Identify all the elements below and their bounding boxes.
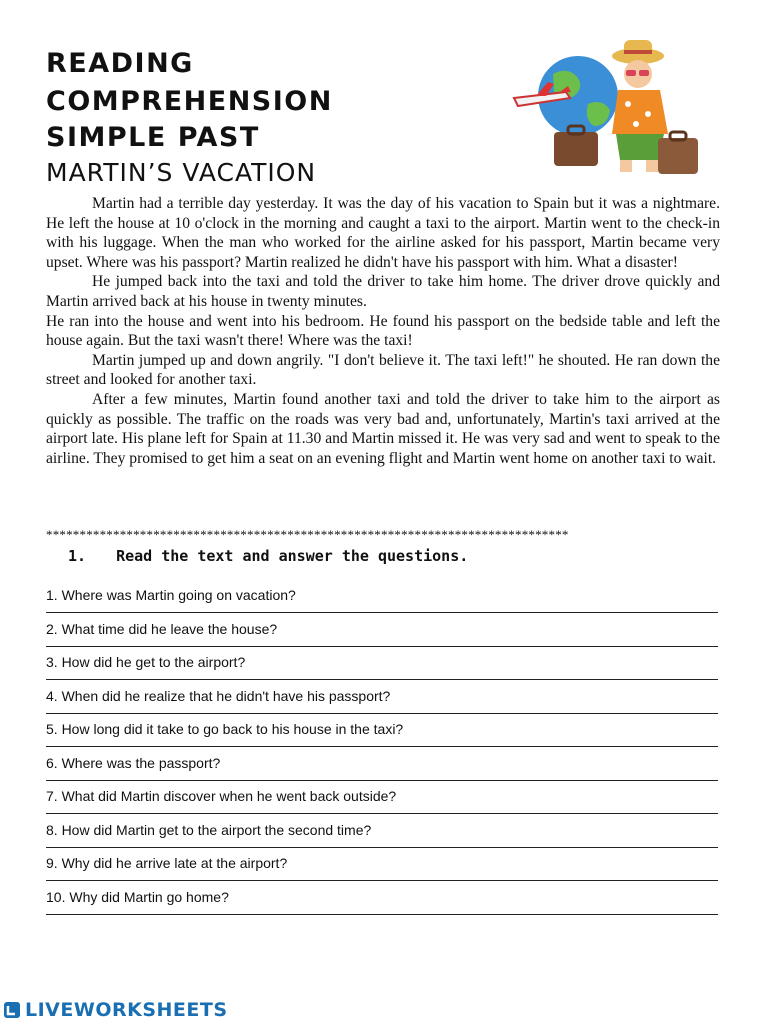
liveworksheets-logo-icon	[2, 1000, 22, 1020]
exercise-text: Read the text and answer the questions.	[116, 547, 469, 565]
question-item	[46, 587, 718, 619]
answer-line[interactable]	[46, 713, 718, 714]
answer-line[interactable]	[46, 679, 718, 680]
question-item	[46, 855, 718, 887]
title-simple-past: SIMPLE PAST	[46, 122, 260, 153]
title-reading: READING	[46, 48, 194, 79]
question-item	[46, 822, 718, 854]
answer-line[interactable]	[46, 813, 718, 814]
answer-line[interactable]	[46, 646, 718, 647]
question-item	[46, 788, 718, 820]
question-text: 6. Where was the passport?	[46, 755, 221, 771]
question-text: 9. Why did he arrive late at the airport?	[46, 855, 288, 871]
question-text: 8. How did Martin get to the airport the second time?	[46, 822, 372, 838]
question-item	[46, 755, 718, 787]
logo-text: LIVEWORKSHEETS	[25, 999, 228, 1021]
question-text: 3. How did he get to the airport?	[46, 654, 246, 670]
paragraph: He jumped back into the taxi and told the driver to take him home. The driver drove quickly and Martin arrived back at his house in twenty minutes.	[46, 273, 720, 310]
question-text: 5. How long did it take to go back to his house in the taxi?	[46, 721, 404, 737]
paragraph: Martin had a terrible day yesterday. It was the day of his vacation to Spain but it was a nightmare. He left the house at 10 o'clock in the morning and caught a taxi to the airport. Martin went to the check-in with his luggage. When the man who worked for the airline asked for his passport, Martin became very upset. Where was his passport? Martin realized he didn't have his passport with him. What a disaster!	[46, 195, 720, 271]
paragraph: After a few minutes, Martin found another taxi and told the driver to take him to the airport as quickly as possible. The traffic on the roads was very bad and, unfortunately, Martin's taxi arrived at the airport late. His plane left for Spain at 11.30 and Martin missed it. He was very sad and went to speak to the airline. They promised to get him a seat on an evening flight and Martin went home on another taxi to wait.	[46, 390, 720, 467]
answer-line[interactable]	[46, 612, 718, 613]
answer-line[interactable]	[46, 746, 718, 747]
question-text: 1. Where was Martin going on vacation?	[46, 587, 296, 603]
answer-line[interactable]	[46, 780, 718, 781]
traveler-illustration	[508, 34, 704, 182]
paragraph: Martin jumped up and down angrily. "I don't believe it. The taxi left!" he shouted. He ran down the street and looked for another taxi.	[46, 351, 720, 389]
question-text: 2. What time did he leave the house?	[46, 621, 278, 637]
question-item	[46, 654, 718, 686]
exercise-instruction	[68, 547, 468, 565]
question-item	[46, 688, 718, 720]
reading-passage	[46, 194, 720, 468]
exercise-number: 1.	[68, 547, 87, 565]
question-item	[46, 889, 718, 921]
question-item	[46, 721, 718, 753]
question-text: 4. When did he realize that he didn't have his passport?	[46, 688, 391, 704]
answer-line[interactable]	[46, 847, 718, 848]
answer-line[interactable]	[46, 914, 718, 915]
story-title: MARTIN’S VACATION	[46, 158, 317, 187]
title-comprehension: COMPREHENSION	[46, 86, 333, 117]
question-text: 7. What did Martin discover when he went back outside?	[46, 788, 397, 804]
separator: ******************************************************************************	[46, 527, 569, 542]
question-text: 10. Why did Martin go home?	[46, 889, 229, 905]
liveworksheets-logo[interactable]	[2, 998, 228, 1022]
paragraph: He ran into the house and went into his bedroom. He found his passport on the bedside table and left the house again. But the taxi wasn't there! Where was the taxi!	[46, 312, 720, 350]
answer-line[interactable]	[46, 880, 718, 881]
question-item	[46, 621, 718, 653]
